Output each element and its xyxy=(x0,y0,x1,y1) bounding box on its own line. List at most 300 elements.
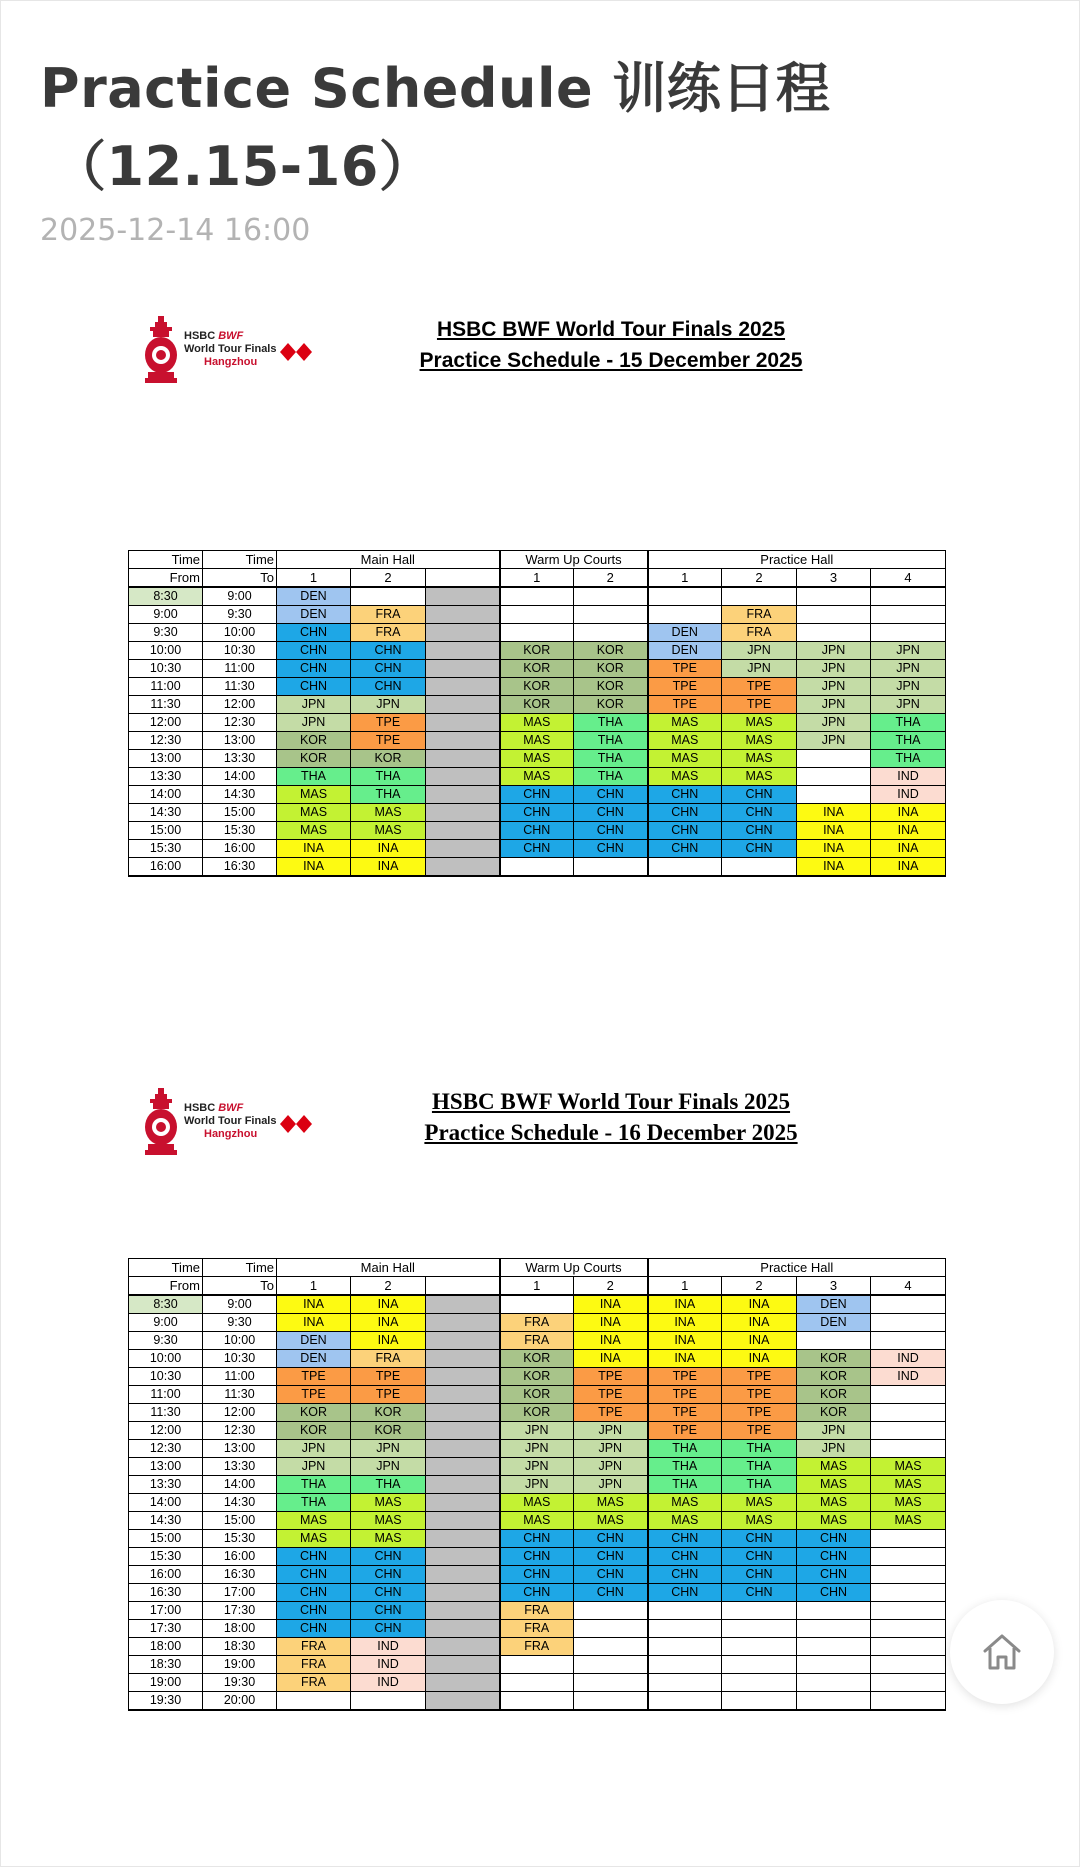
table-row xyxy=(129,624,946,642)
schedule-cell: KOR xyxy=(500,642,574,660)
schedule-cell: CHN xyxy=(722,1584,797,1602)
gap-cell xyxy=(426,1440,500,1458)
table-row xyxy=(129,678,946,696)
schedule-cell xyxy=(500,858,574,877)
table-row xyxy=(129,1476,946,1494)
schedule-cell: THA xyxy=(648,1476,722,1494)
schedule-cell: MAS xyxy=(797,1494,871,1512)
time-from: 13:00 xyxy=(129,750,203,768)
schedule-cell: JPN xyxy=(871,642,946,660)
table-row xyxy=(129,660,946,678)
schedule-image-15-dec xyxy=(126,300,950,905)
schedule-cell: THA xyxy=(574,714,648,732)
time-to: 16:00 xyxy=(203,1548,277,1566)
title-line-1: Practice Schedule 训练日程 xyxy=(40,57,831,120)
schedule-cell xyxy=(648,1692,722,1711)
time-from: 18:00 xyxy=(129,1638,203,1656)
schedule-cell: MAS xyxy=(722,1512,797,1530)
schedule-cell: KOR xyxy=(797,1350,871,1368)
from-header: From xyxy=(129,569,203,588)
home-button[interactable] xyxy=(950,1600,1054,1704)
schedule-cell: TPE xyxy=(648,1386,722,1404)
gap-cell xyxy=(426,1314,500,1332)
time-from: 15:00 xyxy=(129,822,203,840)
schedule-cell xyxy=(351,1692,426,1711)
title-line-2: （12.15-16） xyxy=(52,135,434,198)
schedule-cell xyxy=(574,1656,648,1674)
schedule-cell: IND xyxy=(871,1368,946,1386)
schedule-cell: MAS xyxy=(500,1512,574,1530)
schedule-cell xyxy=(871,1674,946,1692)
schedule-cell: MAS xyxy=(797,1512,871,1530)
schedule-cell: MAS xyxy=(351,1512,426,1530)
schedule-cell: KOR xyxy=(574,696,648,714)
time-to: 15:30 xyxy=(203,822,277,840)
table-row xyxy=(129,587,946,606)
court-number: 2 xyxy=(351,1277,426,1296)
schedule-cell: CHN xyxy=(351,1566,426,1584)
schedule-cell: TPE xyxy=(351,732,426,750)
time-from: 14:30 xyxy=(129,804,203,822)
schedule-cell: CHN xyxy=(648,822,722,840)
schedule-cell xyxy=(797,1638,871,1656)
practice-hall-header: Practice Hall xyxy=(648,1259,946,1277)
schedule-cell xyxy=(722,587,797,606)
schedule-cell xyxy=(574,858,648,877)
schedule-cell: MAS xyxy=(351,822,426,840)
schedule-cell: TPE xyxy=(351,1386,426,1404)
schedule-cell: IND xyxy=(871,1350,946,1368)
time-to: 13:30 xyxy=(203,1458,277,1476)
schedule-cell xyxy=(871,1422,946,1440)
schedule-cell xyxy=(871,624,946,642)
schedule-cell xyxy=(722,1674,797,1692)
schedule-cell: MAS xyxy=(648,750,722,768)
schedule-cell xyxy=(648,587,722,606)
schedule-cell: JPN xyxy=(797,732,871,750)
schedule-cell: FRA xyxy=(277,1638,351,1656)
time-to: 10:00 xyxy=(203,624,277,642)
gap-cell xyxy=(426,858,500,877)
table-row xyxy=(129,804,946,822)
schedule-cell xyxy=(574,1692,648,1711)
schedule-cell: JPN xyxy=(797,1422,871,1440)
schedule-cell: CHN xyxy=(277,624,351,642)
time-from: 11:00 xyxy=(129,678,203,696)
schedule-cell: MAS xyxy=(648,732,722,750)
gap-cell xyxy=(426,1494,500,1512)
schedule-cell: MAS xyxy=(722,768,797,786)
schedule-cell: KOR xyxy=(277,732,351,750)
gap-cell xyxy=(426,1656,500,1674)
gap-cell xyxy=(426,750,500,768)
schedule-cell: KOR xyxy=(500,1404,574,1422)
schedule-cell: INA xyxy=(871,840,946,858)
schedule-cell xyxy=(574,587,648,606)
schedule-subtitle: Practice Schedule - 15 December 2025 xyxy=(419,349,803,372)
time-from: 12:00 xyxy=(129,1422,203,1440)
schedule-cell: INA xyxy=(277,840,351,858)
time-to: 9:00 xyxy=(203,1295,277,1314)
schedule-cell: CHN xyxy=(277,678,351,696)
gap-cell xyxy=(426,1332,500,1350)
schedule-cell: INA xyxy=(574,1295,648,1314)
gap-cell xyxy=(426,1638,500,1656)
to-header: To xyxy=(203,569,277,588)
time-to: 15:00 xyxy=(203,1512,277,1530)
time-from: 9:30 xyxy=(129,1332,203,1350)
table-row xyxy=(129,750,946,768)
schedule-cell: KOR xyxy=(797,1404,871,1422)
schedule-cell: JPN xyxy=(351,1440,426,1458)
schedule-cell: CHN xyxy=(722,786,797,804)
schedule-cell: CHN xyxy=(351,642,426,660)
time-from: 17:30 xyxy=(129,1620,203,1638)
gap-cell xyxy=(426,1458,500,1476)
time-from: 11:30 xyxy=(129,696,203,714)
schedule-cell: INA xyxy=(797,804,871,822)
schedule-cell: THA xyxy=(351,1476,426,1494)
gap-cell xyxy=(426,1674,500,1692)
schedule-cell: JPN xyxy=(797,660,871,678)
schedule-cell: CHN xyxy=(574,786,648,804)
schedule-cell: CHN xyxy=(351,678,426,696)
table-row xyxy=(129,1674,946,1692)
schedule-cell xyxy=(797,587,871,606)
time-from: 13:00 xyxy=(129,1458,203,1476)
logo-line3: Hangzhou xyxy=(204,1128,258,1140)
schedule-cell: INA xyxy=(351,1332,426,1350)
schedule-cell xyxy=(871,1295,946,1314)
time-from: 15:00 xyxy=(129,1530,203,1548)
gap-cell xyxy=(426,1277,500,1296)
gap-cell xyxy=(426,678,500,696)
schedule-cell: TPE xyxy=(648,678,722,696)
time-from: 9:00 xyxy=(129,1314,203,1332)
schedule-cell: CHN xyxy=(722,1566,797,1584)
gap-cell xyxy=(426,1350,500,1368)
gap-cell xyxy=(426,1692,500,1711)
schedule-cell xyxy=(871,1584,946,1602)
logo-hsbc: HSBC xyxy=(184,330,216,342)
time-to: 11:00 xyxy=(203,660,277,678)
gap-cell xyxy=(426,1368,500,1386)
schedule-cell xyxy=(871,1440,946,1458)
table-row xyxy=(129,1656,946,1674)
schedule-cell xyxy=(574,1602,648,1620)
time-from: 13:30 xyxy=(129,1476,203,1494)
schedule-cell: CHN xyxy=(797,1566,871,1584)
schedule-cell xyxy=(648,1620,722,1638)
table-row xyxy=(129,696,946,714)
schedule-cell: THA xyxy=(574,750,648,768)
time-to: 15:00 xyxy=(203,804,277,822)
schedule-cell xyxy=(722,1620,797,1638)
table-row xyxy=(129,1332,946,1350)
schedule-cell: CHN xyxy=(648,1584,722,1602)
warm-up-header: Warm Up Courts xyxy=(500,1259,648,1277)
time-from: 10:30 xyxy=(129,1368,203,1386)
time-to: 19:30 xyxy=(203,1674,277,1692)
time-from: 8:30 xyxy=(129,587,203,606)
table-row xyxy=(129,1404,946,1422)
schedule-cell: DEN xyxy=(277,587,351,606)
schedule-cell: THA xyxy=(871,714,946,732)
schedule-cell: KOR xyxy=(277,750,351,768)
schedule-cell xyxy=(871,1530,946,1548)
table-row xyxy=(129,1548,946,1566)
schedule-cell: KOR xyxy=(500,696,574,714)
schedule-cell: MAS xyxy=(574,1512,648,1530)
schedule-cell: INA xyxy=(648,1350,722,1368)
court-number: 1 xyxy=(277,569,351,588)
publish-date: 2025-12-14 16:00 xyxy=(40,213,311,248)
schedule-cell: CHN xyxy=(351,1620,426,1638)
schedule-cell: KOR xyxy=(574,678,648,696)
logo-bwf: BWF xyxy=(218,330,244,342)
schedule-cell: JPN xyxy=(277,1458,351,1476)
time-from: 9:00 xyxy=(129,606,203,624)
schedule-cell: MAS xyxy=(277,804,351,822)
schedule-cell xyxy=(648,1638,722,1656)
schedule-cell: IND xyxy=(871,786,946,804)
schedule-cell: FRA xyxy=(500,1620,574,1638)
schedule-cell xyxy=(797,1620,871,1638)
schedule-cell xyxy=(871,587,946,606)
schedule-cell xyxy=(871,1692,946,1711)
schedule-cell xyxy=(648,858,722,877)
warm-up-header: Warm Up Courts xyxy=(500,551,648,569)
schedule-cell: INA xyxy=(722,1350,797,1368)
schedule-table xyxy=(128,550,946,877)
schedule-cell xyxy=(722,1638,797,1656)
schedule-cell: MAS xyxy=(871,1512,946,1530)
time-to: 13:00 xyxy=(203,1440,277,1458)
logo-bwf: BWF xyxy=(218,1102,244,1114)
schedule-cell: TPE xyxy=(648,1404,722,1422)
time-from: 14:00 xyxy=(129,1494,203,1512)
schedule-cell: KOR xyxy=(500,1368,574,1386)
gap-cell xyxy=(426,1566,500,1584)
schedule-cell xyxy=(648,1656,722,1674)
schedule-cell: JPN xyxy=(277,696,351,714)
schedule-cell: JPN xyxy=(797,696,871,714)
schedule-cell: CHN xyxy=(648,804,722,822)
schedule-cell: CHN xyxy=(277,1602,351,1620)
schedule-cell: FRA xyxy=(351,624,426,642)
schedule-cell: CHN xyxy=(574,1530,648,1548)
table-row xyxy=(129,768,946,786)
schedule-cell: FRA xyxy=(277,1656,351,1674)
schedule-cell: INA xyxy=(574,1332,648,1350)
schedule-cell: TPE xyxy=(648,1422,722,1440)
schedule-cell xyxy=(722,858,797,877)
time-from: 12:00 xyxy=(129,714,203,732)
table-row xyxy=(129,1295,946,1314)
table-row xyxy=(129,786,946,804)
schedule-cell: MAS xyxy=(871,1458,946,1476)
schedule-title: HSBC BWF World Tour Finals 2025 xyxy=(436,318,786,341)
schedule-cell: CHN xyxy=(574,840,648,858)
time-to: 17:30 xyxy=(203,1602,277,1620)
schedule-cell: KOR xyxy=(574,660,648,678)
schedule-cell: KOR xyxy=(277,1404,351,1422)
court-number: 3 xyxy=(797,1277,871,1296)
schedule-cell xyxy=(797,624,871,642)
gap-cell xyxy=(426,1584,500,1602)
time-from-header: Time xyxy=(129,551,203,569)
schedule-cell: TPE xyxy=(351,1368,426,1386)
schedule-cell: KOR xyxy=(797,1368,871,1386)
schedule-cell: INA xyxy=(277,1295,351,1314)
schedule-cell: CHN xyxy=(500,1584,574,1602)
header-row xyxy=(129,1277,946,1296)
gap-cell xyxy=(426,822,500,840)
time-from: 19:30 xyxy=(129,1692,203,1711)
schedule-cell: INA xyxy=(351,1314,426,1332)
time-to: 12:00 xyxy=(203,696,277,714)
schedule-cell: TPE xyxy=(722,1368,797,1386)
schedule-cell: IND xyxy=(351,1656,426,1674)
time-from: 10:00 xyxy=(129,642,203,660)
main-hall-header: Main Hall xyxy=(277,551,500,569)
schedule-cell xyxy=(722,1602,797,1620)
schedule-cell: THA xyxy=(574,732,648,750)
time-to: 9:30 xyxy=(203,1314,277,1332)
table-row xyxy=(129,1620,946,1638)
time-to: 16:00 xyxy=(203,840,277,858)
schedule-cell xyxy=(500,624,574,642)
time-to: 17:00 xyxy=(203,1584,277,1602)
schedule-cell: DEN xyxy=(797,1295,871,1314)
schedule-cell: MAS xyxy=(722,1494,797,1512)
table-row xyxy=(129,1566,946,1584)
schedule-cell: MAS xyxy=(871,1476,946,1494)
schedule-cell: THA xyxy=(648,1440,722,1458)
time-to: 13:00 xyxy=(203,732,277,750)
schedule-cell: CHN xyxy=(574,1548,648,1566)
schedule-cell: CHN xyxy=(648,840,722,858)
schedule-cell xyxy=(500,1656,574,1674)
schedule-cell: INA xyxy=(277,1314,351,1332)
time-to: 10:30 xyxy=(203,1350,277,1368)
time-from: 13:30 xyxy=(129,768,203,786)
schedule-cell xyxy=(722,1692,797,1711)
time-to: 16:30 xyxy=(203,1566,277,1584)
schedule-cell xyxy=(500,1692,574,1711)
schedule-cell: CHN xyxy=(500,1548,574,1566)
gap-cell xyxy=(426,1422,500,1440)
schedule-cell: CHN xyxy=(648,1566,722,1584)
gap-cell xyxy=(426,1404,500,1422)
time-to: 18:00 xyxy=(203,1620,277,1638)
schedule-cell: FRA xyxy=(351,606,426,624)
schedule-cell: THA xyxy=(351,786,426,804)
court-number: 1 xyxy=(277,1277,351,1296)
gap-cell xyxy=(426,714,500,732)
schedule-cell: FRA xyxy=(351,1350,426,1368)
schedule-cell: KOR xyxy=(500,660,574,678)
schedule-cell: JPN xyxy=(574,1458,648,1476)
gap-cell xyxy=(426,1476,500,1494)
schedule-cell: CHN xyxy=(500,822,574,840)
schedule-cell: CHN xyxy=(277,642,351,660)
schedule-cell: TPE xyxy=(648,660,722,678)
schedule-cell: JPN xyxy=(351,696,426,714)
schedule-cell: MAS xyxy=(500,768,574,786)
from-header: From xyxy=(129,1277,203,1296)
schedule-cell: CHN xyxy=(722,1530,797,1548)
schedule-cell: CHN xyxy=(648,1548,722,1566)
schedule-cell: DEN xyxy=(648,642,722,660)
schedule-cell: JPN xyxy=(797,642,871,660)
time-to: 11:00 xyxy=(203,1368,277,1386)
schedule-cell: THA xyxy=(871,750,946,768)
schedule-cell: KOR xyxy=(351,1422,426,1440)
table-row xyxy=(129,1368,946,1386)
time-to: 9:00 xyxy=(203,587,277,606)
schedule-cell: CHN xyxy=(648,1530,722,1548)
schedule-cell: CHN xyxy=(277,660,351,678)
schedule-cell: DEN xyxy=(277,1332,351,1350)
schedule-cell: CHN xyxy=(722,804,797,822)
time-to: 11:30 xyxy=(203,678,277,696)
schedule-cell: INA xyxy=(351,858,426,877)
gap-cell xyxy=(426,569,500,588)
schedule-cell: MAS xyxy=(648,1494,722,1512)
schedule-cell: JPN xyxy=(722,660,797,678)
schedule-cell: JPN xyxy=(500,1440,574,1458)
logo-line2: World Tour Finals xyxy=(184,1115,277,1127)
time-from: 11:00 xyxy=(129,1386,203,1404)
schedule-cell: THA xyxy=(722,1458,797,1476)
schedule-cell xyxy=(574,1674,648,1692)
schedule-cell: INA xyxy=(574,1350,648,1368)
time-to: 19:00 xyxy=(203,1656,277,1674)
to-header: To xyxy=(203,1277,277,1296)
schedule-cell: INA xyxy=(797,840,871,858)
schedule-cell xyxy=(871,1548,946,1566)
schedule-cell: MAS xyxy=(797,1476,871,1494)
gap-cell xyxy=(426,606,500,624)
schedule-cell xyxy=(797,1692,871,1711)
schedule-cell: INA xyxy=(871,822,946,840)
schedule-cell: THA xyxy=(722,1476,797,1494)
schedule-cell xyxy=(871,1656,946,1674)
schedule-cell xyxy=(277,1692,351,1711)
schedule-cell xyxy=(797,768,871,786)
table-row xyxy=(129,606,946,624)
schedule-cell xyxy=(722,1656,797,1674)
main-hall-header: Main Hall xyxy=(277,1259,500,1277)
time-to: 13:30 xyxy=(203,750,277,768)
schedule-cell: IND xyxy=(351,1638,426,1656)
table-row xyxy=(129,732,946,750)
time-from: 16:00 xyxy=(129,858,203,877)
gap-cell xyxy=(426,1620,500,1638)
schedule-cell: JPN xyxy=(871,660,946,678)
logo-line3: Hangzhou xyxy=(204,356,258,368)
court-number: 2 xyxy=(351,569,426,588)
table-row xyxy=(129,1440,946,1458)
schedule-cell: MAS xyxy=(648,768,722,786)
time-to: 9:30 xyxy=(203,606,277,624)
schedule-cell: CHN xyxy=(574,1566,648,1584)
table-row xyxy=(129,1530,946,1548)
schedule-cell: TPE xyxy=(722,678,797,696)
home-icon xyxy=(979,1629,1025,1675)
schedule-title: HSBC BWF World Tour Finals 2025 xyxy=(431,1089,791,1114)
